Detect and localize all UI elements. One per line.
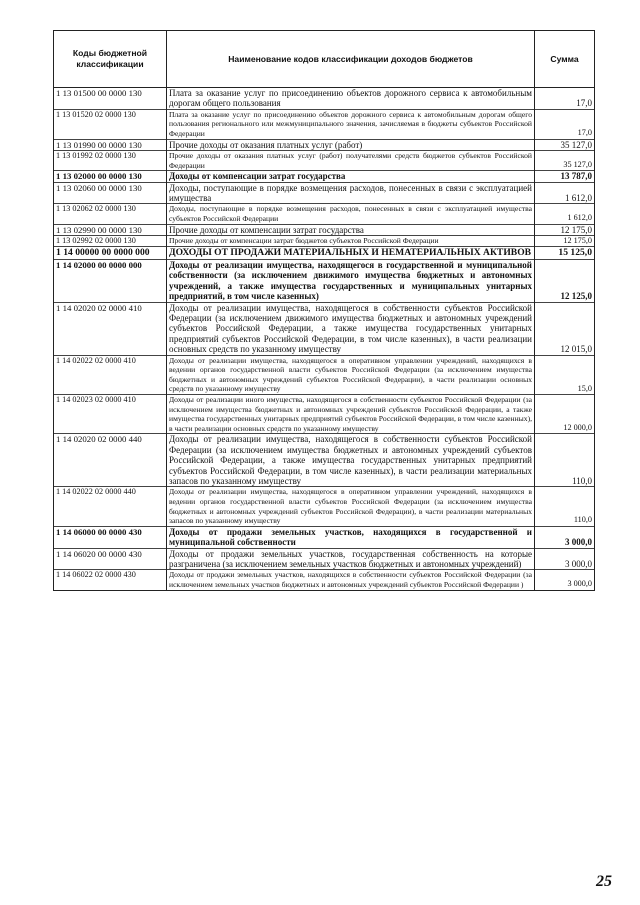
row-sum: 12 175,0	[535, 236, 595, 247]
row-sum: 12 125,0	[535, 260, 595, 303]
table-row	[54, 487, 595, 526]
row-code: 1 13 01990 00 0000 130	[54, 139, 167, 150]
table-row	[54, 204, 595, 224]
document-page	[53, 30, 594, 591]
row-name: Доходы от реализации имущества, находящегося в государственной и муниципальной собственности (за исключением движимого имущества бюджетных и автономных учреждений, а также имущества государственных и муниципальных унитарных предприятий, в том числе казенных)	[167, 260, 535, 303]
row-sum: 17,0	[535, 109, 595, 139]
row-code: 1 14 02023 02 0000 410	[54, 395, 167, 434]
table-row	[54, 182, 595, 204]
row-name: Плата за оказание услуг по присоединению объектов дорожного сервиса к автомобильным дорогам общего пользования регионального или межмуниципального значения, зачисляемая в бюджеты субъектов Российской Федерации	[167, 109, 535, 139]
header-sum: Сумма	[535, 31, 595, 88]
row-code: 1 14 00000 00 0000 000	[54, 247, 167, 260]
row-sum: 17,0	[535, 88, 595, 110]
row-code: 1 13 02060 00 0000 130	[54, 182, 167, 204]
table-row	[54, 526, 595, 548]
row-code: 1 13 01992 02 0000 130	[54, 151, 167, 171]
row-name: Прочие доходы от компенсации затрат государства	[167, 224, 535, 235]
table-row	[54, 355, 595, 394]
row-name: Прочие доходы от оказания платных услуг (работ) получателями средств бюджетов субъектов Российской Федерации	[167, 151, 535, 171]
row-sum: 110,0	[535, 434, 595, 487]
row-name: ДОХОДЫ ОТ ПРОДАЖИ МАТЕРИАЛЬНЫХ И НЕМАТЕРИАЛЬНЫХ АКТИВОВ	[167, 247, 535, 260]
row-sum: 3 000,0	[535, 570, 595, 590]
row-code: 1 14 02022 02 0000 410	[54, 355, 167, 394]
header-code: Коды бюджетной классификации	[54, 31, 167, 88]
row-code: 1 14 06022 02 0000 430	[54, 570, 167, 590]
row-sum: 1 612,0	[535, 182, 595, 204]
table-row	[54, 548, 595, 570]
row-sum: 3 000,0	[535, 526, 595, 548]
row-name: Доходы, поступающие в порядке возмещения расходов, понесенных в связи с эксплуатацией имущества	[167, 182, 535, 204]
row-name: Доходы от реализации имущества, находящегося в оперативном управлении учреждений, находящихся в ведении органов государственной власти субъектов Российской Федерации (за исключением имущества бюджетных и автономных учреждений субъектов Российской Федерации), в части реализации материальных запасов по указанному имуществу	[167, 487, 535, 526]
row-code: 1 13 02992 02 0000 130	[54, 236, 167, 247]
row-code: 1 13 02990 00 0000 130	[54, 224, 167, 235]
row-name: Доходы, поступающие в порядке возмещения расходов, понесенных в связи с эксплуатацией имущества субъектов Российской Федерации	[167, 204, 535, 224]
row-code: 1 14 02020 02 0000 410	[54, 302, 167, 355]
table-row	[54, 570, 595, 590]
row-sum: 15 125,0	[535, 247, 595, 260]
table-row	[54, 224, 595, 235]
table-row	[54, 434, 595, 487]
table-row	[54, 171, 595, 182]
table-header-row	[54, 31, 595, 88]
page-number: 25	[596, 873, 612, 890]
table-row	[54, 139, 595, 150]
table-row	[54, 260, 595, 303]
row-name: Доходы от продажи земельных участков, находящихся в государственной и муниципальной собственности	[167, 526, 535, 548]
row-sum: 15,0	[535, 355, 595, 394]
row-name: Доходы от компенсации затрат государства	[167, 171, 535, 182]
row-code: 1 13 01500 00 0000 130	[54, 88, 167, 110]
table-row	[54, 236, 595, 247]
row-code: 1 14 02020 02 0000 440	[54, 434, 167, 487]
row-sum: 1 612,0	[535, 204, 595, 224]
row-name: Плата за оказание услуг по присоединению объектов дорожного сервиса к автомобильным дорогам общего пользования	[167, 88, 535, 110]
row-name: Доходы от продажи земельных участков, находящихся в собственности субъектов Российской Федерации (за исключением земельных участков бюджетных и автономных учреждений субъектов Российской Федерации )	[167, 570, 535, 590]
row-sum: 3 000,0	[535, 548, 595, 570]
row-name: Прочие доходы от компенсации затрат бюджетов субъектов Российской Федерации	[167, 236, 535, 247]
row-name: Доходы от реализации имущества, находящегося в собственности субъектов Российской Федерации (за исключением движимого имущества бюджетных и автономных учреждений субъектов Российской Федерации, а также имущества государственных унитарных предприятий субъектов Российской Федерации, в том числе казенных), в части реализации основных средств по указанному имуществу	[167, 302, 535, 355]
row-name: Доходы от реализации имущества, находящегося в собственности субъектов Российской Федерации (за исключением имущества бюджетных и автономных учреждений субъектов Российской Федерации, а также имущества государственных унитарных предприятий субъектов Российской Федерации, в том числе казенных), в части реализации материальных запасов по указанному имуществу	[167, 434, 535, 487]
row-code: 1 14 02000 00 0000 000	[54, 260, 167, 303]
row-sum: 12 175,0	[535, 224, 595, 235]
row-code: 1 14 02022 02 0000 440	[54, 487, 167, 526]
table-row	[54, 247, 595, 260]
row-sum: 12 000,0	[535, 395, 595, 434]
row-sum: 13 787,0	[535, 171, 595, 182]
row-sum: 12 015,0	[535, 302, 595, 355]
table-row	[54, 109, 595, 139]
table-row	[54, 88, 595, 110]
row-code: 1 13 02000 00 0000 130	[54, 171, 167, 182]
row-sum: 35 127,0	[535, 139, 595, 150]
table-row	[54, 151, 595, 171]
budget-revenue-table	[53, 30, 595, 591]
row-code: 1 14 06000 00 0000 430	[54, 526, 167, 548]
row-name: Доходы от реализации имущества, находящегося в оперативном управлении учреждений, находящихся в ведении органов государственной власти субъектов Российской Федерации (за исключением имущества бюджетных и автономных учреждений субъектов Российской Федерации), в части реализации основных средств по указанному имуществу	[167, 355, 535, 394]
table-row	[54, 302, 595, 355]
row-name: Прочие доходы от оказания платных услуг (работ)	[167, 139, 535, 150]
header-name: Наименование кодов классификации доходов бюджетов	[167, 31, 535, 88]
row-code: 1 14 06020 00 0000 430	[54, 548, 167, 570]
row-name: Доходы от продажи земельных участков, государственная собственность на которые разграничена (за исключением земельных участков бюджетных и автономных учреждений)	[167, 548, 535, 570]
table-row	[54, 395, 595, 434]
row-name: Доходы от реализации иного имущества, находящегося в собственности субъектов Российской Федерации (за исключением имущества бюджетных и автономных учреждений субъектов Российской Федерации, а также имущества государственных унитарных предприятий субъектов Российской Федерации, в том числе казенных), в части реализации основных средств по указанному имуществу	[167, 395, 535, 434]
row-code: 1 13 02062 02 0000 130	[54, 204, 167, 224]
row-sum: 35 127,0	[535, 151, 595, 171]
row-sum: 110,0	[535, 487, 595, 526]
row-code: 1 13 01520 02 0000 130	[54, 109, 167, 139]
